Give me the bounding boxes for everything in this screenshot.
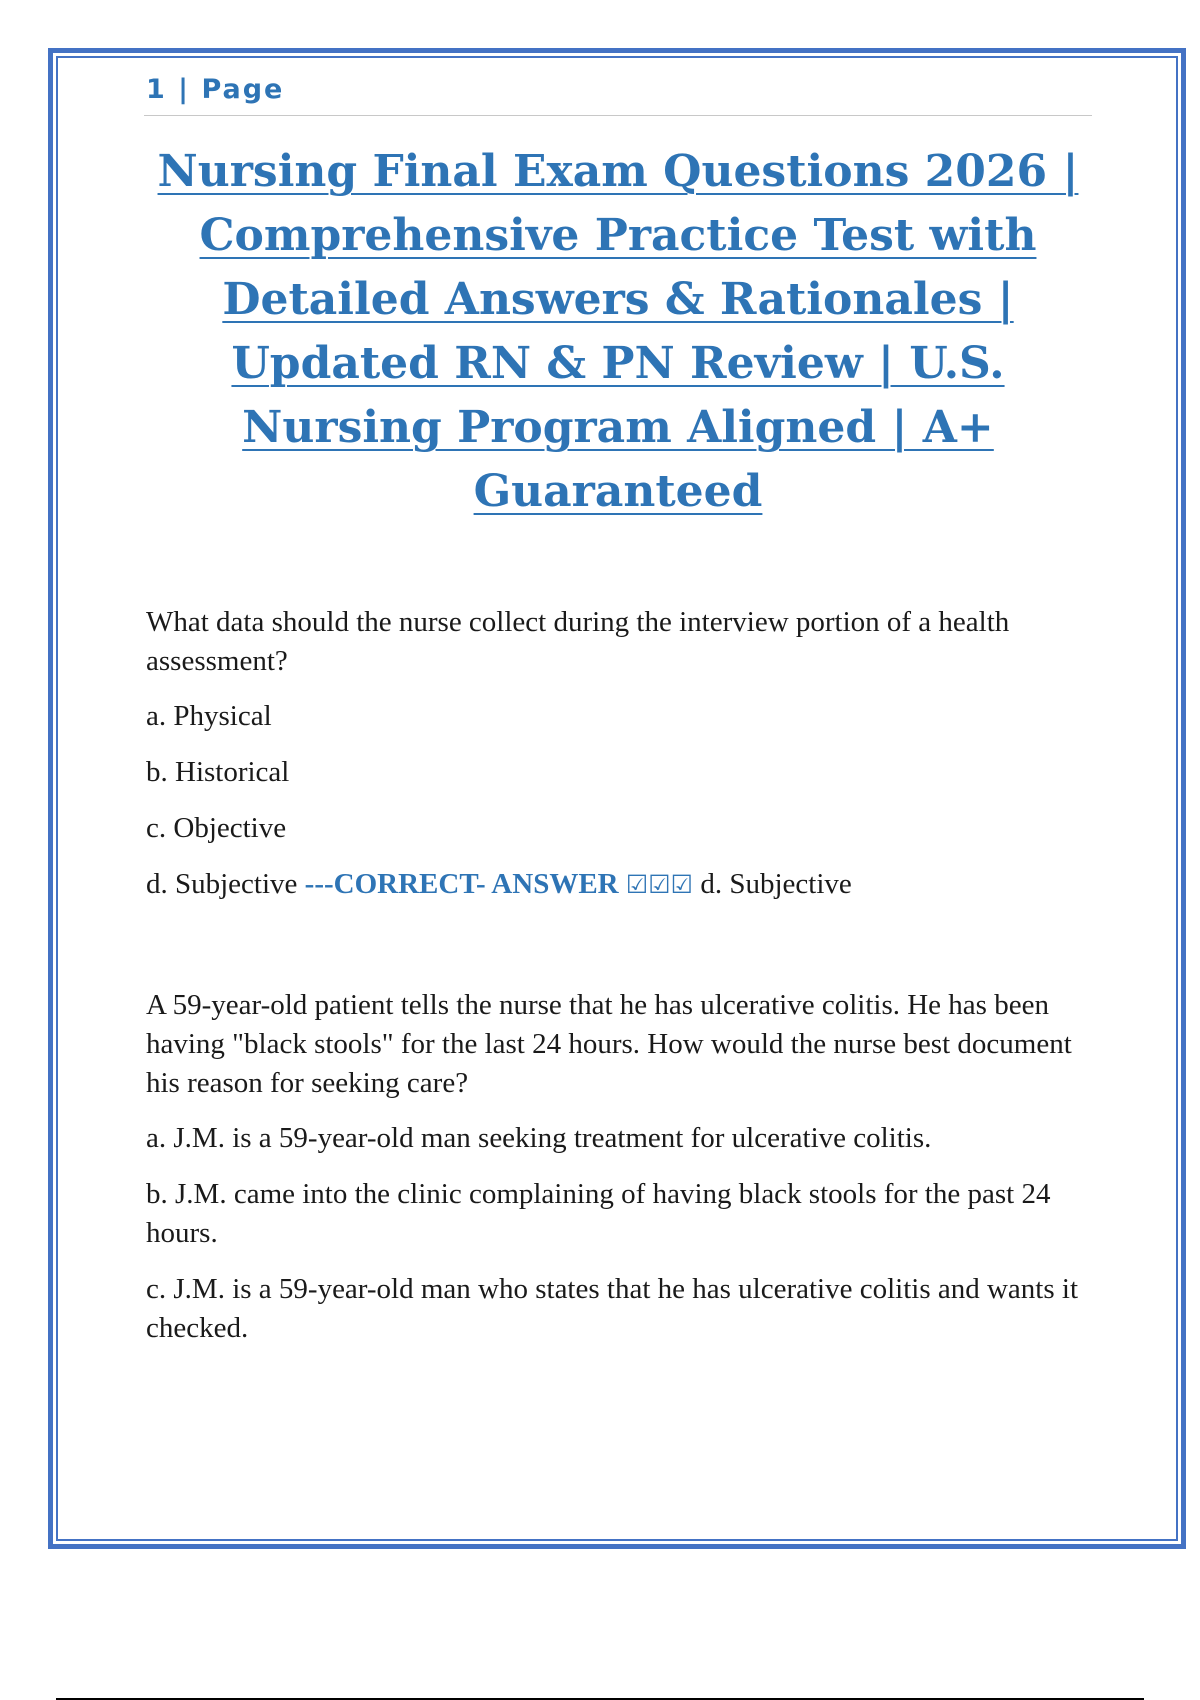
question-1-stem: What data should the nurse collect during the interview portion of a health assessment?	[146, 606, 1010, 677]
question-2-option-c: c. J.M. is a 59-year-old man who states that he has ulcerative colitis and wants it checked.	[146, 1273, 1079, 1344]
question-2-option-a: a. J.M. is a 59-year-old man seeking treatment for ulcerative colitis.	[146, 1122, 932, 1154]
question-1-answer: d. Subjective	[700, 868, 852, 900]
question-2	[146, 986, 1096, 1365]
question-2-option-b: b. J.M. came into the clinic complaining of having black stools for the past 24 hours.	[146, 1178, 1051, 1249]
checkbox-icon: ☑☑☑	[625, 870, 694, 899]
correct-answer-label: ---CORRECT- ANSWER	[304, 868, 619, 900]
question-1-option-c: c. Objective	[146, 812, 287, 844]
question-2-stem: A 59-year-old patient tells the nurse that he has ulcerative colitis. He has been having "black stools" for the last 24 hours. How would the nurse best document his reason for seeking care?	[146, 989, 1072, 1099]
question-1-option-a: a. Physical	[146, 700, 272, 732]
question-1-option-b: b. Historical	[146, 756, 290, 788]
header-divider	[144, 115, 1092, 116]
question-1	[146, 603, 1096, 921]
question-1-option-d-text: d. Subjective	[146, 868, 298, 900]
document-title: Nursing Final Exam Questions 2026 | Comprehensive Practice Test with Detailed Answers & Rationales | Updated RN & PN Review | U.S. Nursing Program Aligned | A+ Guaranteed	[157, 146, 1079, 517]
page-number: 1 | Page	[146, 74, 285, 105]
question-1-option-d	[146, 865, 1096, 904]
